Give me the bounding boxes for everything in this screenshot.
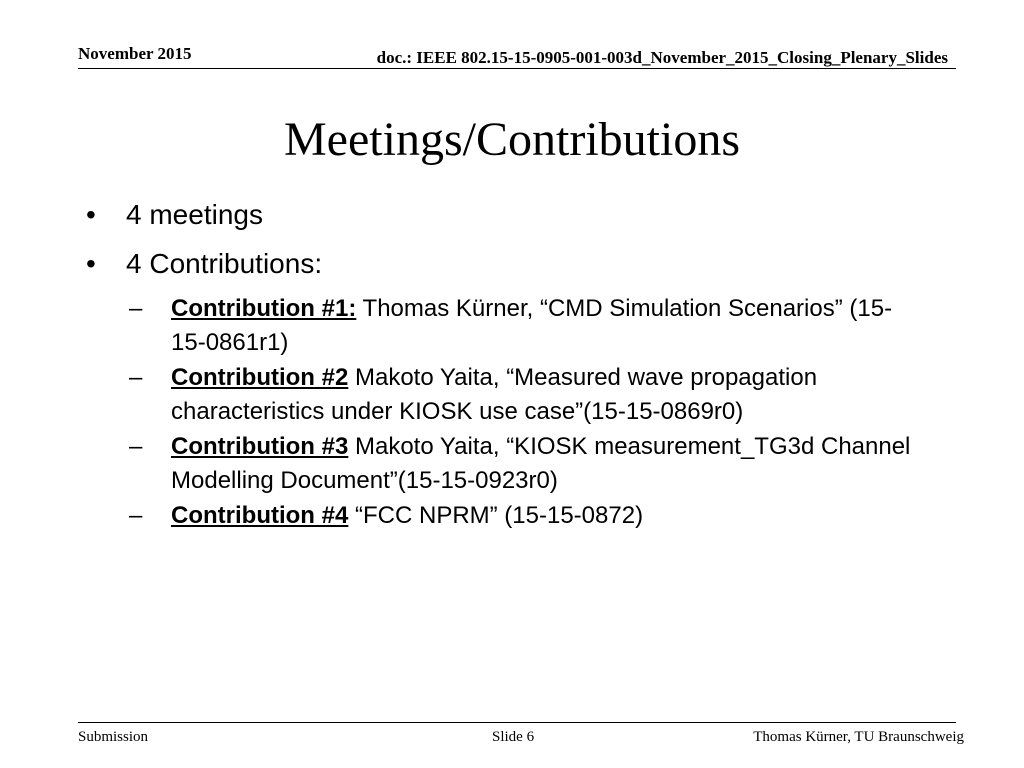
contribution-label: Contribution #3 (171, 433, 349, 460)
footer-slide-number: Slide 6 (492, 729, 535, 745)
contribution-text: Makoto Yaita, “KIOSK measurement_TG3d Channel Modelling Document”(15-15-0923r0) (171, 433, 911, 494)
contribution-text: “FCC NPRM” (15-15-0872) (348, 502, 644, 529)
contribution-item-2 (127, 361, 915, 429)
header-divider (78, 68, 956, 69)
slide-title: Meetings/Contributions (284, 113, 740, 166)
dash-icon: – (129, 364, 143, 391)
dash-icon: – (129, 433, 143, 460)
footer-divider (78, 722, 956, 723)
footer-author: Thomas Kürner, TU Braunschweig (753, 729, 964, 745)
footer-submission: Submission (78, 729, 149, 745)
bullet-text: 4 Contributions: (126, 248, 323, 279)
dash-icon: – (129, 295, 143, 322)
contribution-item-3 (127, 430, 915, 498)
contribution-label: Contribution #2 (171, 364, 349, 391)
bullet-icon: • (86, 248, 96, 279)
header-doc-id: doc.: IEEE 802.15-15-0905-001-003d_November_2015_Closing_Plenary_Slides (376, 48, 948, 67)
contribution-text: Makoto Yaita, “Measured wave propagation characteristics under KIOSK use case”(15-15-0869r0) (171, 364, 818, 425)
slide-body (84, 198, 964, 538)
bullet-icon: • (86, 199, 96, 230)
bullet-item-contributions (84, 247, 964, 281)
contribution-label: Contribution #1: (171, 295, 357, 322)
dash-icon: – (129, 502, 143, 529)
contribution-label: Contribution #4 (171, 502, 349, 529)
contribution-item-1 (127, 292, 915, 360)
header-date: November 2015 (78, 44, 192, 63)
contribution-text: Thomas Kürner, “CMD Simulation Scenarios” (15-15-0861r1) (171, 295, 893, 356)
contribution-item-4 (127, 499, 915, 533)
bullet-item-meetings (84, 198, 964, 232)
bullet-text: 4 meetings (126, 199, 263, 230)
